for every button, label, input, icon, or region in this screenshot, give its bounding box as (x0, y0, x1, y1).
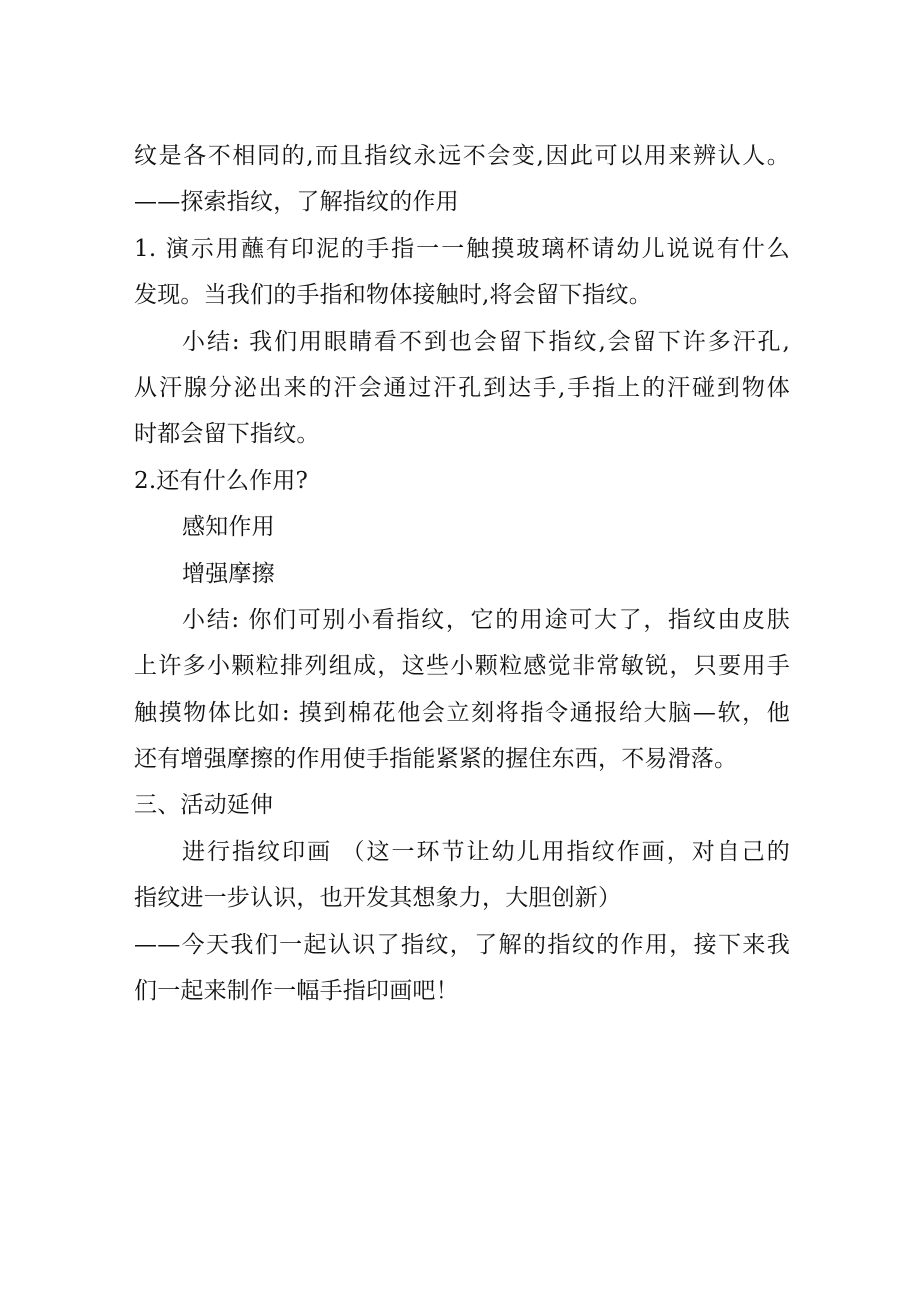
text-line: 触摸物体比如: 摸到棉花他会立刻将指令通报给大脑—软，他 (134, 699, 790, 726)
text-line: 从汗腺分泌出来的汗会通过汗孔到达手,手指上的汗碰到物体 (134, 374, 790, 401)
summary-paragraph-line: 小结: 我们用眼睛看不到也会留下指纹,会留下许多汗孔, (182, 328, 790, 355)
text-line: 发现。当我们的手指和物体接触时,将会留下指纹。 (134, 282, 652, 309)
document-body (134, 133, 790, 1014)
text-line: 纹是各不相同的,而且指纹永远不会变,因此可以用来辨认人。 (134, 143, 790, 169)
text-line: 上许多小颗粒排列组成，这些小颗粒感觉非常敏锐，只要用手 (134, 653, 790, 680)
text-line: 进行指纹印画 （这一环节让幼儿用指纹作画，对自己的 (182, 838, 790, 865)
list-item: 感知作用 (182, 514, 275, 541)
section-heading: ——探索指纹，了解指纹的作用 (134, 189, 459, 216)
section-heading: 三、活动延伸 (134, 792, 274, 819)
text-line: 指纹进一步认识，也开发其想象力，大胆创新） (134, 885, 622, 912)
text-line: 们一起来制作一幅手指印画吧！ (134, 978, 459, 1005)
text-line: 1. 演示用蘸有印泥的手指一一触摸玻璃杯请幼儿说说有什么 (134, 235, 790, 262)
list-item-heading: 2.还有什么作用? (134, 467, 309, 494)
summary-paragraph-line: 小结: 你们可别小看指纹，它的用途可大了，指纹由皮肤 (182, 606, 790, 633)
list-item: 增强摩擦 (182, 560, 275, 587)
text-line: ——今天我们一起认识了指纹，了解的指纹的作用，接下来我 (134, 931, 790, 958)
text-line: 还有增强摩擦的作用使手指能紧紧的握住东西，不易滑落。 (134, 746, 738, 773)
text-line: 时都会留下指纹。 (134, 421, 320, 448)
